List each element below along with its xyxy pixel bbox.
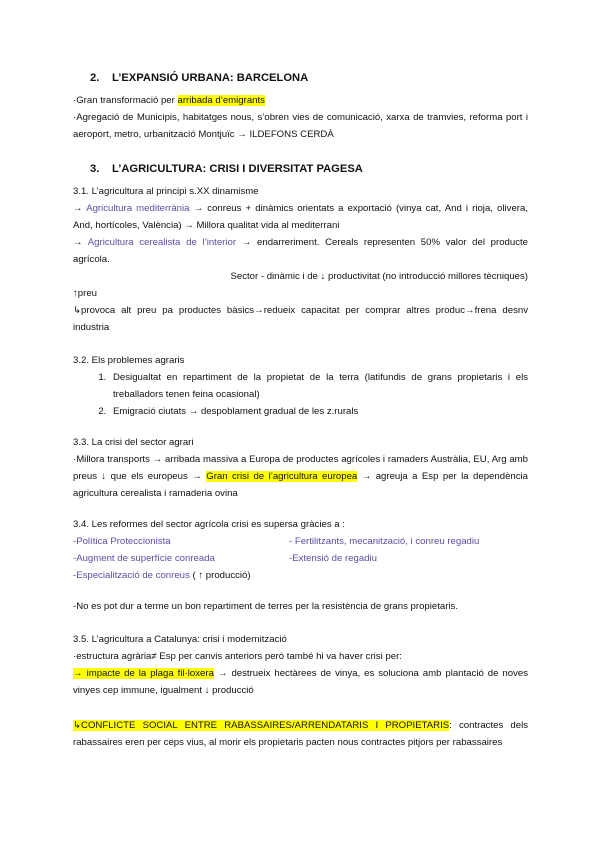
problems-list: [73, 369, 528, 420]
phylloxera-text: → destrueix hectàrees de vinya, es soluciona amb plantació de noves vinyes cep immune, igualment ↓ producció: [73, 668, 528, 696]
section-2-title: L’EXPANSIÓ URBANA: BARCELONA: [112, 72, 309, 84]
highlight-conflict: ↳CONFLICTE SOCIAL ENTRE RABASSAIRES/ARRENDATARIS I PROPIETARIS: [73, 720, 450, 731]
price-note: ↑preu: [73, 288, 97, 299]
section-3-number: 3.: [90, 163, 100, 175]
section-2-heading: [73, 70, 528, 86]
crisis-paragraph: [73, 451, 528, 502]
section-3-title: L’AGRICULTURA: CRISI I DIVERSITAT PAGESA: [112, 163, 363, 175]
land-distribution-note: -No es pot dur a terme un bon repartiment de terres per la resistència de grans propietaris.: [73, 601, 459, 612]
subsection-3-5-title: 3.5. L’agricultura a Catalunya: crisi i modernització: [73, 634, 287, 645]
provoca-note: ↳provoca alt preu pa productes bàsics→redueix capacitat per comprar altres produc→frena desnv industria: [73, 305, 528, 333]
reform-item: -Extensió de regadiu: [289, 553, 377, 564]
conflict-paragraph: [73, 717, 528, 751]
reform-item: -Política Proteccionista: [73, 536, 171, 547]
cereal-text: → endarreriment. Cereals representen 50% valor del producte agrícola.: [73, 237, 529, 265]
reform-item-tail: ( ↑ producció): [189, 570, 251, 581]
structure-line: ·estructura agrària≠ Esp per canvis anteriors però també hi va haver crisi per:: [73, 651, 402, 662]
cereal-paragraph: [73, 234, 528, 268]
highlight-crisis: Gran crisi de l’agricultura europea: [206, 471, 358, 482]
list-item: 2. Emigració ciutats → despoblament gradual de les z.rurals: [109, 403, 528, 420]
conflict-text: : contractes dels rabassaires eren per ceps vius, al morir els propietaris pacten nous contractes pitjors per rabassaires: [73, 720, 529, 748]
subsection-3-2-title: 3.2. Els problemes agraris: [73, 355, 185, 366]
reform-item: [73, 567, 289, 584]
mediterranean-paragraph: [73, 200, 528, 234]
arrow: →: [73, 237, 88, 248]
subsection-3-3-title: 3.3. La crisi del sector agrari: [73, 437, 194, 448]
phylloxera-paragraph: [73, 665, 528, 699]
subsection-3-1-title: 3.1. L’agricultura al principi s.XX dinamisme: [73, 186, 259, 197]
mediterranean-text: → conreus + dinàmics orientats a exportació (vinya cat, And i rioja, olivera, And, hortícoles, València) → Millora qualitat vida al mediterrani: [73, 203, 528, 231]
subsection-3-4-title: 3.4. Les reformes del sector agrícola crisi es supersa gràcies a :: [73, 519, 345, 530]
highlight-emigrants: arribada d’emigrants: [177, 95, 265, 106]
term-cereal: Agricultura cerealista de l’interior: [87, 237, 237, 248]
crisis-text-tail: → agreuja a Esp per la dependència agricultura cerealista i ramaderia ovina: [73, 471, 528, 499]
list-item: 1. Desigualtat en repartiment de la propietat de la terra (latifundis de grans propietaris i els treballadors tenen feina ocasional): [109, 369, 528, 403]
s2-line-2: ·Agregació de Municipis, habitatges nous, s’obren vies de comunicació, xarxa de tramvies, reforma port i aeroport, metro, urbanització Montjuïc → ILDEFONS CERDÀ: [73, 112, 528, 140]
term-mediterranean: Agricultura mediterrània: [86, 203, 190, 214]
reform-item: - Fertilitzants, mecanització, i conreu regadiu: [289, 536, 480, 547]
reform-item: -Augment de superfície conreada: [73, 553, 215, 564]
document-content: [73, 70, 528, 751]
sector-note: Sector - dinàmic i de ↓ productivitat (no introducció millores tècniques): [230, 271, 528, 282]
crisis-text: ·Millora transports → arribada massiva a Europa de productes agrícoles i ramaders Austràlia, EU, Arg amb preus ↓ que els europeus →: [73, 454, 528, 482]
arrow: →: [73, 203, 87, 214]
s2-line-1-text: ·Gran transformació per: [73, 95, 178, 106]
section-3-heading: [73, 161, 528, 177]
reforms-grid: [73, 533, 528, 584]
reform-item-text: -Especialització de conreus: [73, 570, 190, 581]
s2-line-1: [73, 92, 528, 109]
section-2-number: 2.: [90, 72, 100, 84]
highlight-phylloxera: → impacte de la plaga fil·loxera: [73, 668, 214, 679]
